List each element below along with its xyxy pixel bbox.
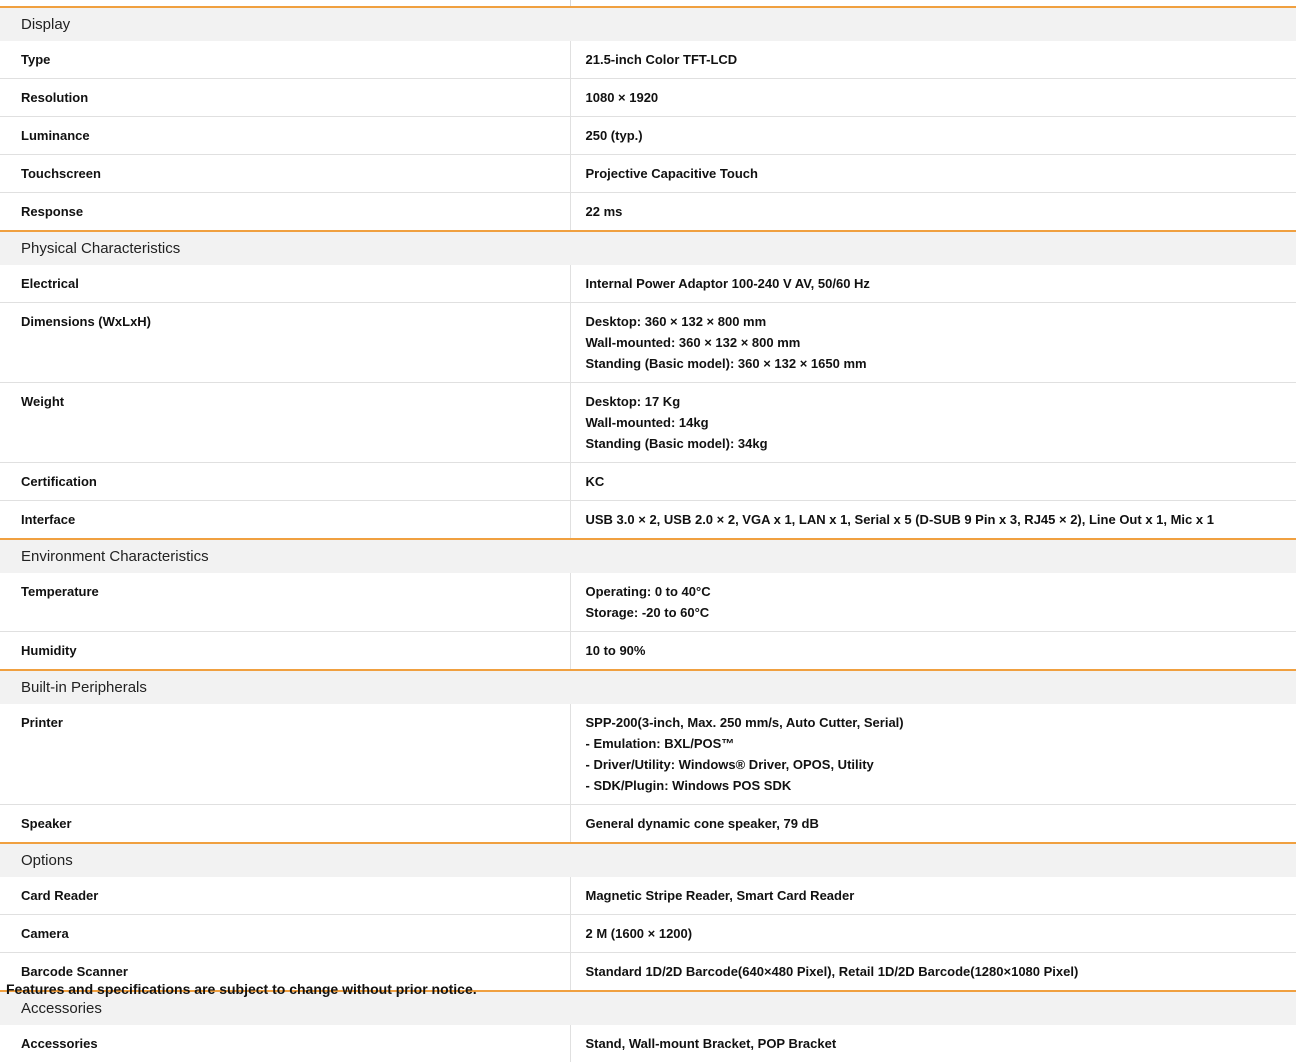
spec-value [570, 117, 1296, 155]
spec-label: Luminance [0, 117, 570, 155]
spec-value [570, 877, 1296, 915]
section-title: Display [0, 7, 1296, 41]
spec-value-line: 22 ms [585, 204, 623, 219]
section-header-row [0, 670, 1296, 704]
spec-value-line: - Driver/Utility: Windows® Driver, OPOS, Utility [585, 757, 874, 772]
spec-value-line: 1080 × 1920 [585, 90, 659, 105]
spec-value-line: Wall-mounted: 14kg [585, 415, 709, 430]
spec-value-line: SPP-200(3-inch, Max. 250 mm/s, Auto Cutter, Serial) [585, 715, 904, 730]
spec-row [0, 79, 1296, 117]
spec-label: Dimensions (WxLxH) [0, 303, 570, 383]
spec-row [0, 632, 1296, 671]
spec-value [570, 41, 1296, 79]
spec-label: Response [21, 204, 84, 219]
spec-label: Type [0, 41, 570, 79]
section-title: Environment Characteristics [0, 539, 1296, 573]
section-title: Physical Characteristics [0, 231, 1296, 265]
spec-value [570, 265, 1296, 303]
section-title: Built-in Peripherals [0, 670, 1296, 704]
spec-row [0, 1025, 1296, 1062]
spec-value [570, 303, 1296, 383]
table-top-edge [0, 0, 1296, 6]
spec-label: Card Reader [0, 877, 570, 915]
spec-value-line: Desktop: 17 Kg [585, 394, 681, 409]
spec-value-line: KC [585, 474, 605, 489]
spec-value-line: Internal Power Adaptor 100-240 V AV, 50/60 Hz [585, 276, 870, 291]
spec-value [570, 463, 1296, 501]
spec-value [570, 805, 1296, 844]
spec-label: Touchscreen [0, 155, 570, 193]
section-header-row [0, 539, 1296, 573]
spec-label: Accessories [21, 1036, 98, 1051]
spec-value-line: Standard 1D/2D Barcode(640×480 Pixel), Retail 1D/2D Barcode(1280×1080 Pixel) [585, 964, 1079, 979]
spec-label: Interface [21, 512, 76, 527]
spec-value-line: Operating: 0 to 40°C [585, 584, 711, 599]
spec-value-line: Storage: -20 to 60°C [585, 605, 710, 620]
spec-value [570, 155, 1296, 193]
section-header-row [0, 7, 1296, 41]
spec-label: Electrical [0, 265, 570, 303]
spec-label: Weight [0, 383, 570, 463]
spec-row [0, 704, 1296, 805]
spec-label: Printer [0, 704, 570, 805]
spec-label: Temperature [0, 573, 570, 632]
spec-value [570, 383, 1296, 463]
spec-value [570, 704, 1296, 805]
spec-value [570, 915, 1296, 953]
spec-label: Humidity [21, 643, 77, 658]
spec-row [0, 805, 1296, 844]
spec-value-line: Desktop: 360 × 132 × 800 mm [585, 314, 767, 329]
section-header-row [0, 231, 1296, 265]
spec-label: Camera [0, 915, 570, 953]
spec-value [570, 632, 1296, 671]
spec-row [0, 501, 1296, 540]
spec-value [570, 501, 1296, 540]
section-header-row [0, 843, 1296, 877]
column-divider [570, 0, 571, 6]
section-title: Accessories [0, 991, 1296, 1025]
spec-label: Speaker [21, 816, 72, 831]
spec-value-line: General dynamic cone speaker, 79 dB [585, 816, 819, 831]
spec-value-line: Wall-mounted: 360 × 132 × 800 mm [585, 335, 801, 350]
spec-row [0, 463, 1296, 501]
section-title: Options [0, 843, 1296, 877]
spec-value-line: 21.5-inch Color TFT-LCD [585, 52, 738, 67]
spec-value-line: Magnetic Stripe Reader, Smart Card Reader [585, 888, 855, 903]
spec-value [570, 79, 1296, 117]
spec-value-line: 10 to 90% [585, 643, 646, 658]
spec-row [0, 193, 1296, 232]
spec-label: Certification [0, 463, 570, 501]
spec-value-line: 2 M (1600 × 1200) [585, 926, 693, 941]
spec-label: Resolution [0, 79, 570, 117]
spec-value-line: Stand, Wall-mount Bracket, POP Bracket [585, 1036, 837, 1051]
spec-value-line: Projective Capacitive Touch [585, 166, 758, 181]
spec-value-line: - Emulation: BXL/POS™ [585, 736, 735, 751]
spec-row [0, 915, 1296, 953]
spec-row [0, 303, 1296, 383]
spec-row [0, 155, 1296, 193]
spec-table [0, 6, 1296, 1062]
spec-value [570, 573, 1296, 632]
spec-value-line: Standing (Basic model): 360 × 132 × 1650 mm [585, 356, 867, 371]
spec-label: Barcode Scanner [21, 964, 128, 979]
spec-value [570, 1025, 1296, 1062]
spec-row [0, 383, 1296, 463]
spec-value-line: Standing (Basic model): 34kg [585, 436, 768, 451]
spec-value-line: 250 (typ.) [585, 128, 643, 143]
spec-value-line: USB 3.0 × 2, USB 2.0 × 2, VGA x 1, LAN x 1, Serial x 5 (D-SUB 9 Pin x 3, RJ45 × 2), Line Out x 1, Mic x 1 [585, 512, 1214, 527]
spec-row [0, 41, 1296, 79]
spec-table-body [0, 7, 1296, 1062]
footnote: Features and specifications are subject to change without prior notice. [6, 981, 477, 997]
spec-value [570, 953, 1296, 992]
spec-value-line: - SDK/Plugin: Windows POS SDK [585, 778, 792, 793]
spec-row [0, 265, 1296, 303]
spec-value [570, 193, 1296, 232]
spec-row [0, 573, 1296, 632]
spec-row [0, 877, 1296, 915]
spec-row [0, 117, 1296, 155]
